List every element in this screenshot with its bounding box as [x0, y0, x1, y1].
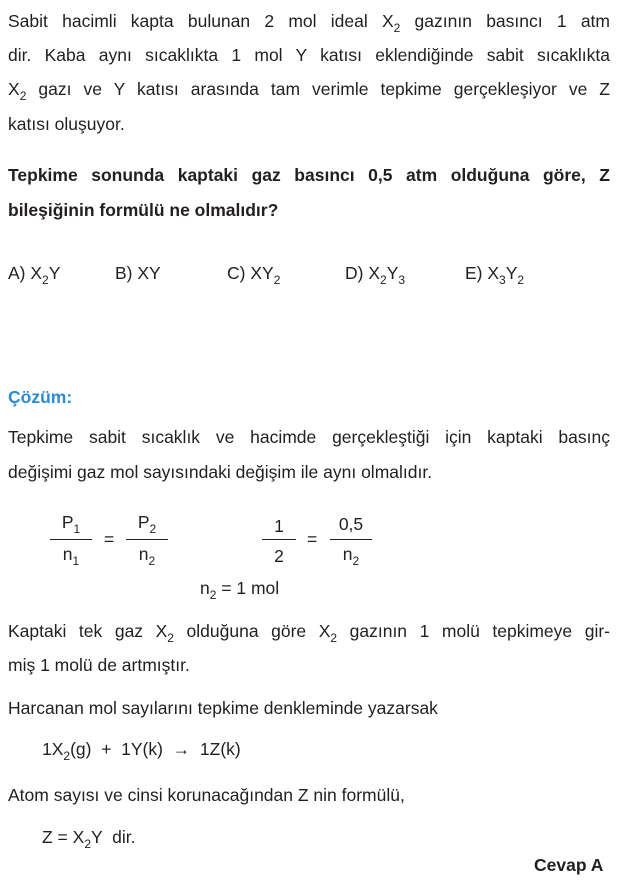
question-prompt-line-2: bileşiğinin formülü ne olmalıdır?	[8, 200, 279, 220]
question-prompt-line-1: Tepkime sonunda kaptaki gaz basıncı 0,5 atm olduğuna göre, Z	[8, 165, 610, 185]
solution-paragraph-1-line-2: değişimi gaz mol sayısındaki değişim ile aynı olmalıdır.	[8, 462, 433, 482]
solution-heading: Çözüm:	[8, 387, 73, 407]
question-line-3: $X_2$ gazı ve Y katısı arasında tam verimle tepkime gerçekleşiyor ve Z	[8, 79, 610, 103]
fraction-p2-n2: $P_2$ $n_2$	[126, 512, 168, 572]
mol-result: $n_2 = 1$ mol	[200, 578, 280, 602]
solution-paragraph-3: Harcanan mol sayılarını tepkime denkleminde yazarsak	[8, 698, 438, 718]
fraction-one-half: 1 2	[262, 512, 296, 572]
option-d: D) $X_2Y_3$	[345, 263, 406, 287]
option-a: A) $X_2Y$	[8, 263, 61, 287]
reaction-equation: $1X_2(g) + 1Y(k) \to 1Z(k)$	[42, 739, 241, 763]
solution-paragraph-2-line-2: miş 1 molü de artmıştır.	[8, 655, 190, 675]
equals-sign-1: =	[104, 529, 115, 549]
fraction-p1-n1: $P_1$ $n_1$	[50, 512, 92, 572]
solution-paragraph-4: Atom sayısı ve cinsi korunacağından Z nin formülü,	[8, 785, 405, 805]
equals-sign-2: =	[307, 529, 318, 549]
question-line-2: dir. Kaba aynı sıcaklıkta 1 mol Y katısı eklendiğinde sabit sıcaklıkta	[8, 45, 610, 65]
final-formula: $Z = X_2Y$ dir.	[42, 827, 136, 851]
question-line-1: Sabit hacimli kapta bulunan 2 mol ideal $X_2$ gazının basıncı 1 atm	[8, 11, 610, 35]
solution-paragraph-1-line-1: Tepkime sabit sıcaklık ve hacimde gerçekleştiği için kaptaki basınç	[8, 427, 610, 447]
fraction-half-n2: 0,5 $n_2$	[330, 512, 372, 572]
option-e: E) $X_3Y_2$	[465, 263, 525, 287]
answer-label: Cevap A	[534, 855, 604, 875]
option-b: B) XY	[115, 263, 161, 283]
option-c: C) $XY_2$	[227, 263, 281, 287]
question-line-4: katısı oluşuyor.	[8, 114, 125, 134]
solution-paragraph-2-line-1: Kaptaki tek gaz $X_2$ olduğuna göre $X_2$ gazının 1 molü tepkimeye gir-	[8, 621, 610, 645]
